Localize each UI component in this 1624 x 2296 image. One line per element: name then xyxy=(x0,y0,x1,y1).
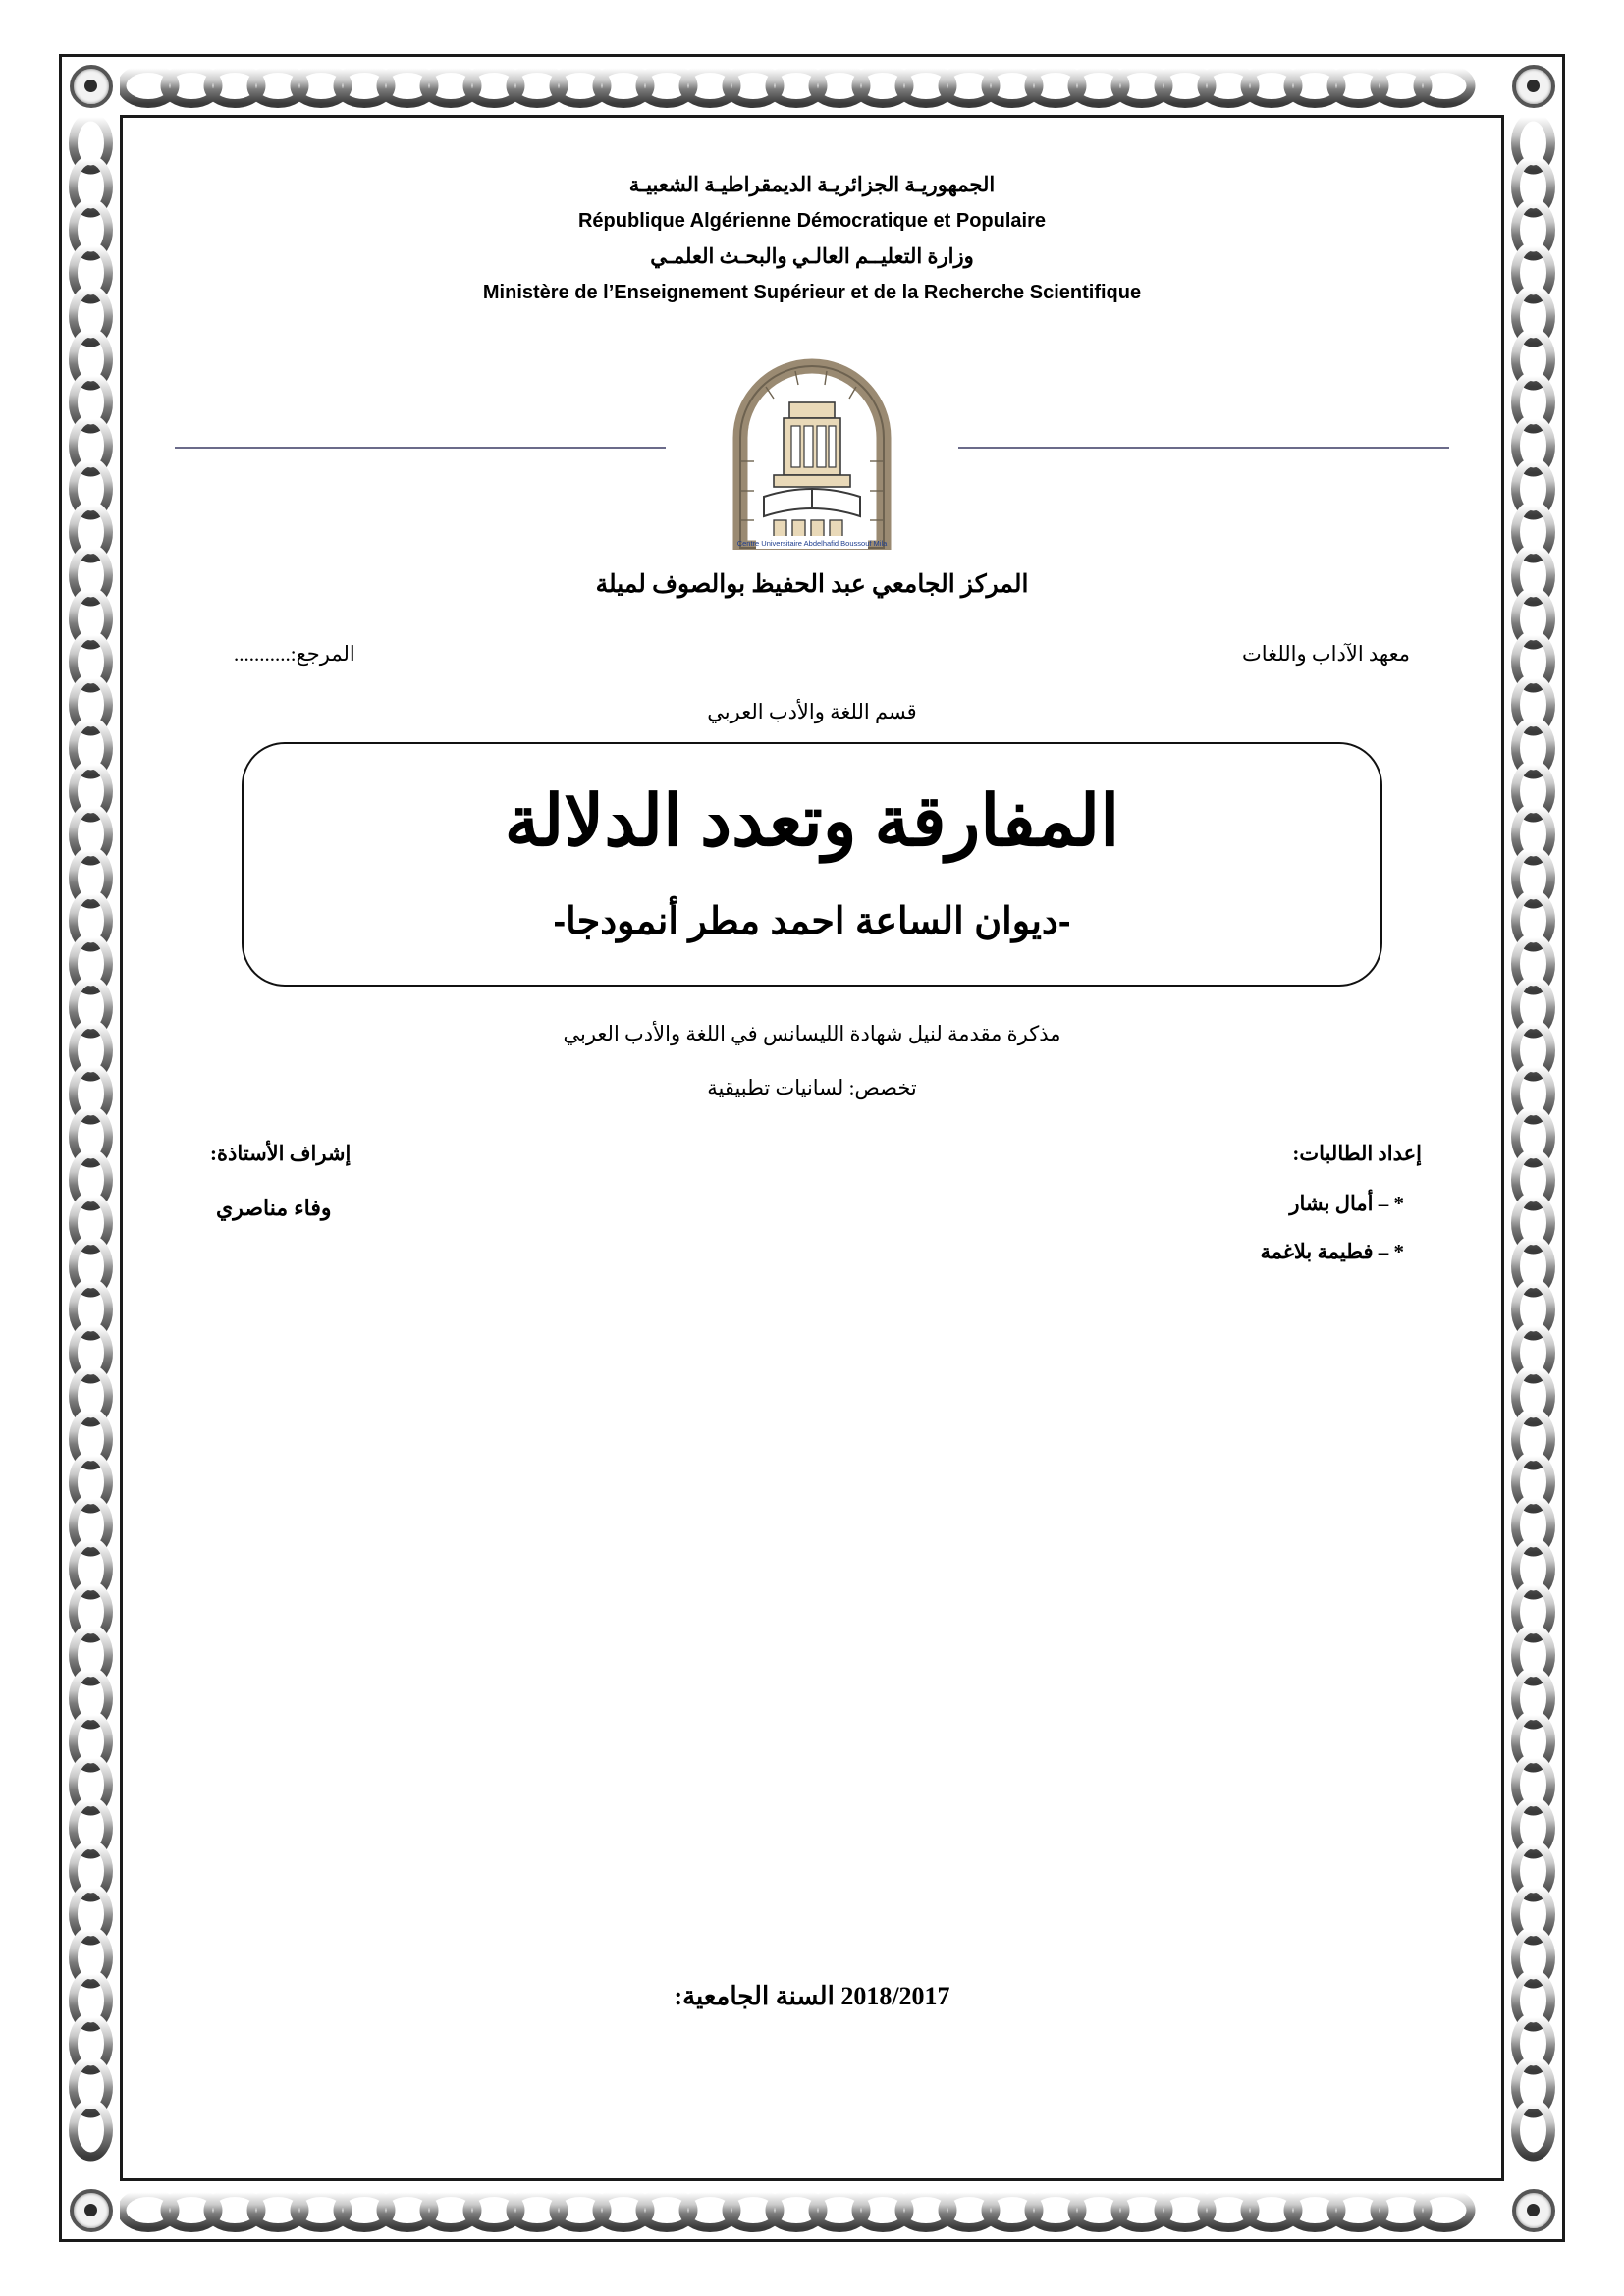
border-ornament-bottom xyxy=(120,2181,1504,2239)
border-ornament-right xyxy=(1504,115,1562,2181)
ministry-line-french: Ministère de l’Enseignement Supérieur et de la Recherche Scientifique xyxy=(482,281,1142,303)
republic-line-french: République Algérienne Démocratique et Populaire xyxy=(577,209,1046,232)
department-name: قسم اللغة والأدب العربي xyxy=(707,699,917,723)
thesis-title-box xyxy=(242,742,1382,987)
horizontal-rule-right xyxy=(958,447,1449,449)
institute-reference-row xyxy=(175,642,1449,667)
border-corner-top-left xyxy=(62,57,120,115)
border-ornament-left xyxy=(62,115,120,2181)
thesis-title-subtitle: -ديوان الساعة احمد مطر أنمودجا- xyxy=(553,900,1071,942)
students-list xyxy=(836,1192,1422,1264)
border-corner-bottom-right xyxy=(1504,2181,1562,2239)
logo-row xyxy=(175,344,1449,550)
degree-note: مذكرة مقدمة لنيل شهادة الليسانس في اللغة والأدب العربي xyxy=(563,1021,1061,1045)
supervisor-label: إشراف الأستاذة: xyxy=(210,1141,352,1165)
republic-line-arabic: الجمهوريـة الجزائريـة الديمقراطيـة الشعبيـة xyxy=(628,173,996,196)
reference-number: المرجع:........... xyxy=(234,641,355,666)
ministry-header xyxy=(175,167,1449,310)
authors-supervisor-row xyxy=(175,1142,1449,1264)
students-label: إعداد الطالبات: xyxy=(1292,1141,1422,1165)
supervisor-name: وفاء مناصري xyxy=(216,1195,332,1220)
list-item: * – فطيمة بلاغمة xyxy=(1260,1239,1404,1263)
logo-caption-text: Centre Universitaire Abdelhafid Boussouf Mila xyxy=(736,538,888,548)
institute-name: معهد الآداب واللغات xyxy=(1242,641,1410,666)
border-corner-top-right xyxy=(1504,57,1562,115)
list-item: * – أمال بشار xyxy=(1289,1191,1404,1215)
university-name: المركز الجامعي عبد الحفيظ بوالصوف لميلة xyxy=(595,570,1029,598)
supervisor-column xyxy=(175,1142,796,1264)
academic-year-label: السنة الجامعية: xyxy=(674,1982,835,2010)
horizontal-rule-left xyxy=(175,447,666,449)
specialty-line: تخصص: لسانيات تطبيقية xyxy=(707,1075,917,1099)
cover-page-content xyxy=(137,137,1487,2159)
students-column xyxy=(836,1142,1449,1264)
border-corner-bottom-left xyxy=(62,2181,120,2239)
academic-year-value: 2018/2017 xyxy=(840,1982,950,2010)
academic-year xyxy=(137,1982,1487,2011)
ministry-line-arabic: وزارة التعليــم العالـي والبحـث العلمـي xyxy=(650,243,974,268)
university-logo-icon xyxy=(705,344,919,550)
border-ornament-top xyxy=(120,57,1504,115)
thesis-title-main: المفارقة وتعدد الدلالة xyxy=(504,781,1120,861)
